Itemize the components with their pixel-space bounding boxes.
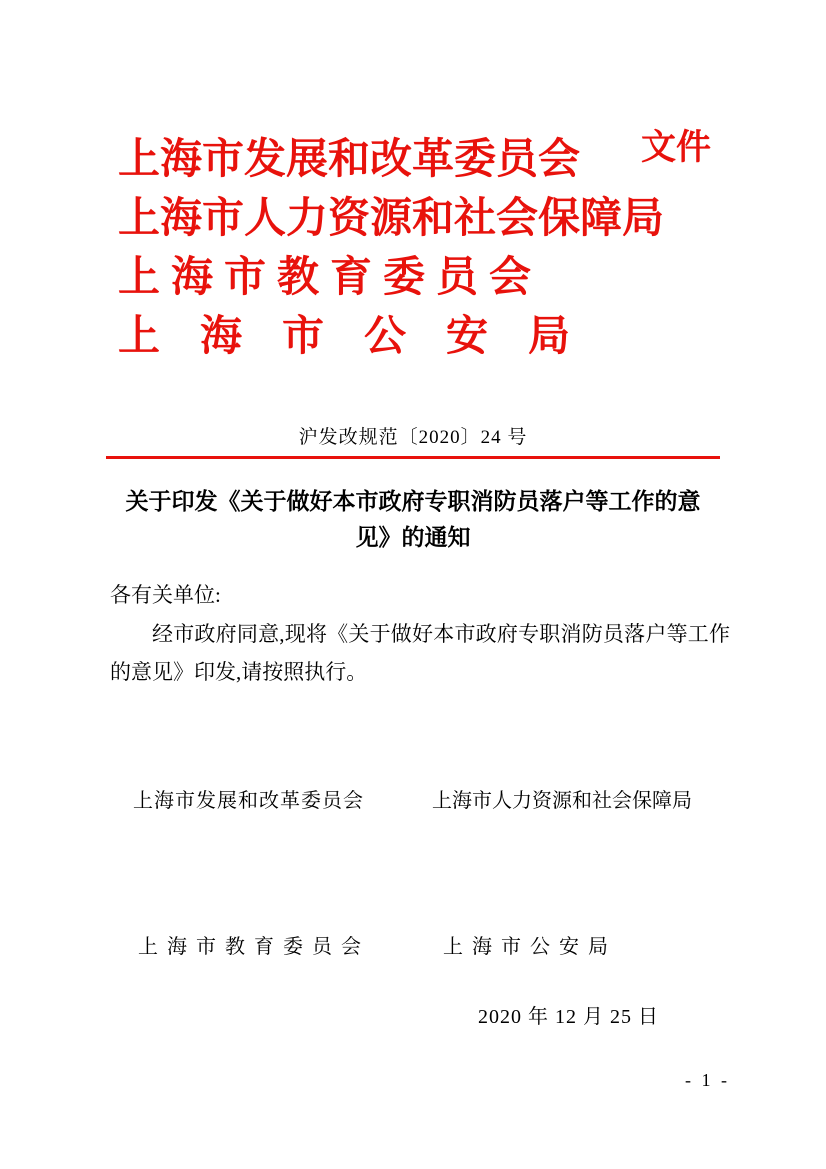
signature-agency-4: 上海市公安局 bbox=[443, 936, 617, 958]
page-number: - 1 - bbox=[685, 1070, 730, 1090]
issuing-agency-1: 上海市发展和改革委员会 bbox=[118, 137, 581, 183]
document-word-label: 文件 bbox=[641, 128, 712, 167]
salutation: 各有关单位: bbox=[110, 583, 221, 607]
document-number: 沪发改规范〔2020〕24 号 bbox=[298, 427, 528, 448]
signature-agency-3: 上海市教育委员会 bbox=[138, 936, 370, 958]
signature-agency-1: 上海市发展和改革委员会 bbox=[133, 790, 364, 812]
signature-date: 2020 年 12 月 25 日 bbox=[478, 1006, 659, 1028]
issuing-agency-2: 上海市人力资源和社会保障局 bbox=[118, 196, 665, 242]
issuing-agency-3: 上海市教育委员会 bbox=[118, 255, 543, 301]
document-title: 关于印发《关于做好本市政府专职消防员落户等工作的意见》的通知 bbox=[125, 489, 701, 550]
issuing-agency-4: 上海市公安局 bbox=[118, 314, 611, 360]
signature-agency-2: 上海市人力资源和社会保障局 bbox=[432, 790, 692, 812]
red-separator-rule bbox=[106, 456, 720, 459]
body-paragraph: 经市政府同意,现将《关于做好本市政府专职消防员落户等工作的意见》印发,请按照执行。 bbox=[110, 622, 730, 684]
